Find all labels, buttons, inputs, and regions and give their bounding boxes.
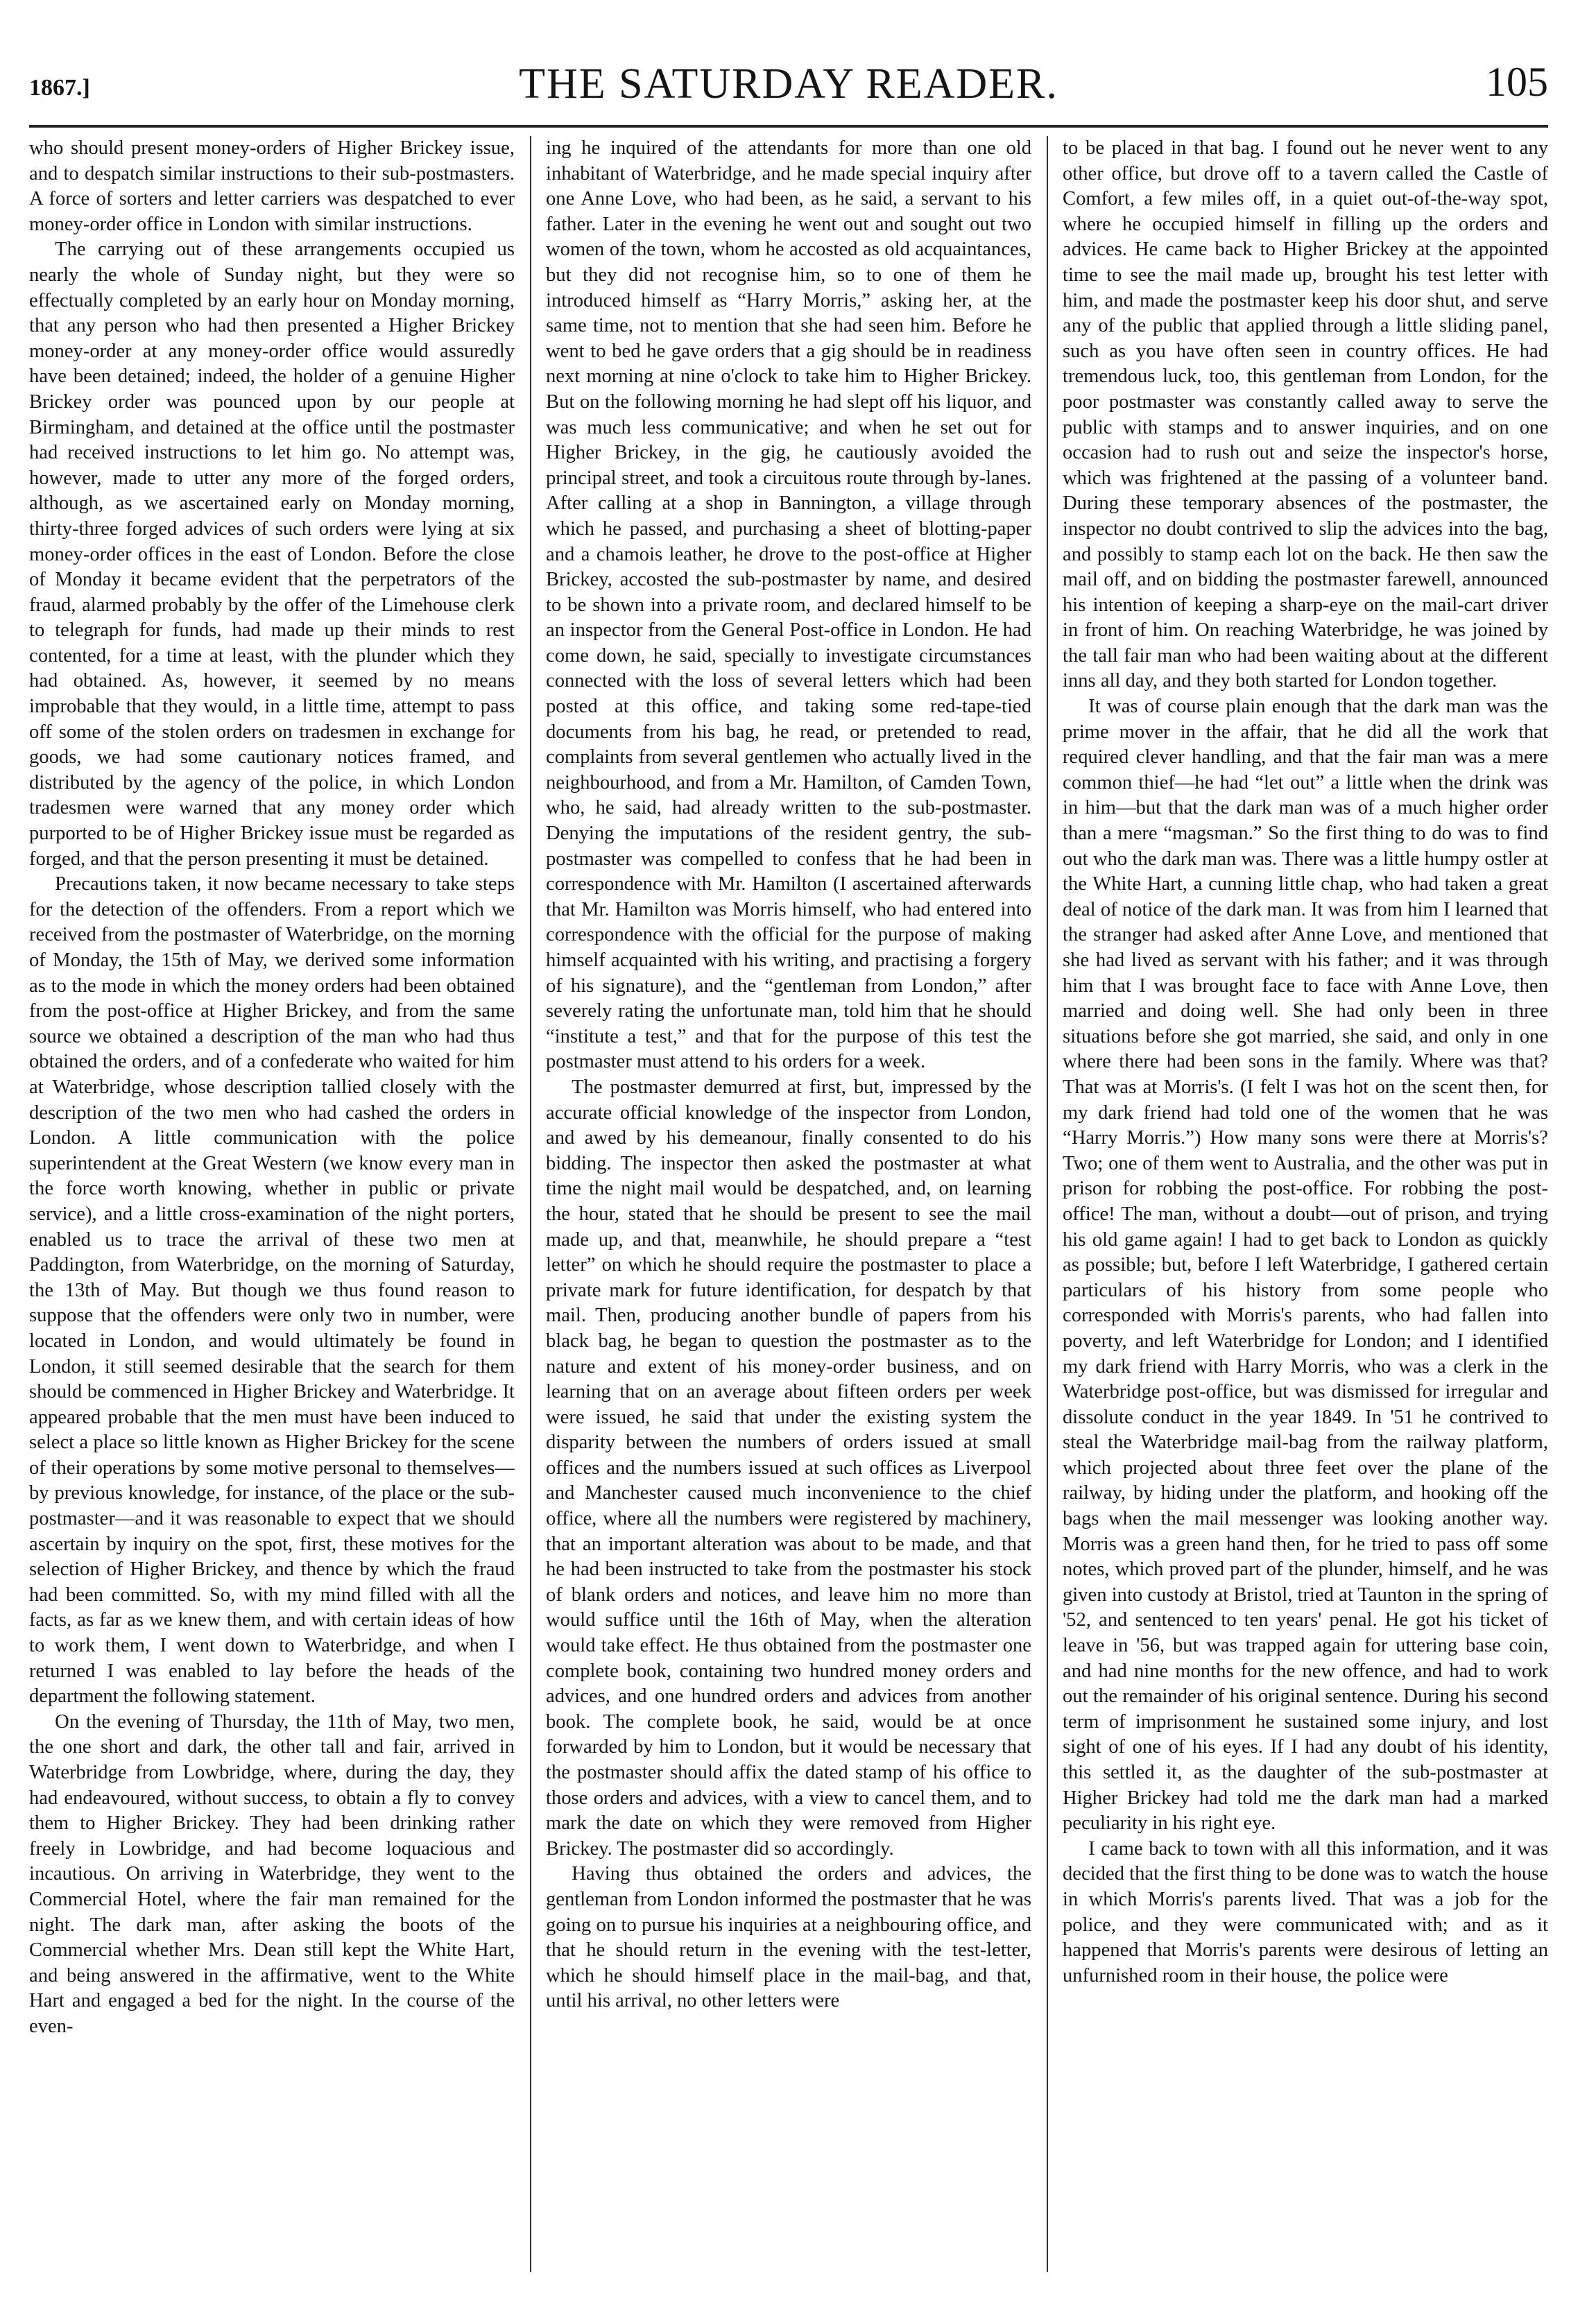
paragraph: I came back to town with all this information, and it was decided that the first thing to be done was to watch the house in which Morris's parents lived. That was a job for the police, and they were communicated with; and as it happened that Morris's parents were desirous of letting an unfurnished room in their house, the police were — [1063, 1837, 1548, 1986]
column-3 — [1063, 136, 1548, 2279]
column-divider — [530, 136, 531, 2272]
paragraph: to be placed in that bag. I found out he never went to any other office, but drove off to a tavern called the Castle of Comfort, a few miles off, in a quiet out-of-the-way spot, where he occupied himself in filling up the orders and advices. He came back to Higher Brickey at the appointed time to see the mail made up, brought his test letter with him, and made the postmaster keep his door shut, and serve any of the public that applied through a little sliding panel, such as you have often seen in country offices. He had tremendous luck, too, this gentleman from London, for the poor postmaster was constantly called away to serve the public with stamps and to answer inquiries, and on one occasion had to rush out and seize the inspector's horse, which was frightened at the passing of a volunteer band. During these temporary absences of the postmaster, the inspector no doubt contrived to slip the advices into the bag, and possibly to stamp each lot on the back. He then saw the mail off, and on bidding the postmaster farewell, announced his intention of keeping a sharp-eye on the mail-cart driver in front of him. On reaching Waterbridge, he was joined by the tall fair man who had been waiting about at the different inns all day, and they both started for London together. — [1063, 137, 1548, 692]
column-2 — [546, 136, 1031, 2279]
masthead — [29, 55, 1548, 122]
paragraph: The carrying out of these arrangements occupied us nearly the whole of Sunday night, but they were so effectually completed by an early hour on Monday morning, that any person who had then presented a Higher Brickey money-order at any money-order office would assuredly have been detained; indeed, the holder of a genuine Higher Brickey order was pounced upon by our people at Birmingham, and detained at the office until the postmaster had received instructions to let him go. No attempt was, however, made to utter any more of the forged orders, although, as we ascertained early on Monday morning, thirty-three forged advices of such orders were lying at six money-order offices in the east of London. Before the close of Monday it became evident that the perpetrators of the fraud, alarmed probably by the offer of the Limehouse clerk to telegraph for funds, had made up their minds to rest contented, for a time at least, with the plunder which they had obtained. As, however, it seemed by no means improbable that they would, in a little time, attempt to pass off some of the stolen orders on tradesmen in exchange for goods, we had some cautionary notices framed, and distributed by the agency of the police, in which London tradesmen were warned that any money order which purported to be of Higher Brickey issue must be regarded as forged, and that the person presenting it must be detained. — [29, 239, 515, 870]
paragraph: On the evening of Thursday, the 11th of May, two men, the one short and dark, the other tall and fair, arrived in Waterbridge from Lowbridge, where, during the day, they had endeavoured, without success, to obtain a fly to convey them to Higher Brickey. They had been drinking rather freely in Lowbridge, and had become loquacious and incautious. On arriving in Waterbridge, they went to the Commercial Hotel, where the fair man remained for the night. The dark man, after asking the boots of the Commercial whether Mrs. Dean still kept the White Hart, and being answered in the affirmative, went to the White Hart and engaged a bed for the night. In the course of the even- — [29, 1710, 515, 2037]
paragraph: Having thus obtained the orders and advices, the gentleman from London informed the postmaster that he was going on to pursue his inquiries at a neighbouring office, and that he should return in the evening with the test-letter, which he should himself place in the mail-bag, and that, until his arrival, no other letters were — [546, 1863, 1031, 2012]
page-number: 105 — [1486, 59, 1548, 105]
header-rule — [29, 125, 1548, 128]
column-divider — [1047, 136, 1048, 2272]
column-1 — [29, 136, 515, 2279]
publication-title: THE SATURDAY READER. — [519, 60, 1058, 108]
paragraph: ing he inquired of the attendants for more than one old inhabitant of Waterbridge, and he made special inquiry after one Anne Love, who had been, as he said, a servant to his father. Later in the evening he went out and sought out two women of the town, whom he accosted as old acquaintances, but they did not recognise him, so to one of them he introduced himself as “Harry Morris,” asking her, at the same time, not to mention that she had seen him. Before he went to bed he gave orders that a gig should be in readiness next morning at nine o'clock to take him to Higher Brickey. But on the following morning he had slept off his liquor, and was much less communicative; and when he set out for Higher Brickey, in the gig, he cautiously avoided the principal street, and took a circuitous route through by-lanes. After calling at a shop in Bannington, a village through which he passed, and purchasing a sheet of blotting-paper and a chamois leather, he drove to the post-office at Higher Brickey, accosted the sub-postmaster by name, and desired to be shown into a private room, and declared himself to be an inspector from the General Post-office in London. He had come down, he said, specially to investigate circumstances connected with the loss of several letters which had been posted at this office, and taking some red-tape-tied documents from his bag, he read, or pretended to read, complaints from several gentlemen who actually lived in the neighbourhood, and from a Mr. Hamilton, of Camden Town, who, he said, had already written to the sub-postmaster. Denying the imputations of the resident gentry, the sub-postmaster was compelled to confess that he had been in correspondence with Mr. Hamilton (I ascertained afterwards that Mr. Hamilton was Morris himself, who had entered into correspondence with the official for the purpose of making himself acquainted with his writing, and practising a forgery of his signature), and the “gentleman from London,” after severely rating the unfortunate man, told him that he should “institute a test,” and that for the purpose of this test the postmaster must attend to his orders for a week. — [546, 137, 1031, 1073]
paragraph: It was of course plain enough that the dark man was the prime mover in the affair, that he did all the work that required clever handling, and that the fair man was a mere common thief—he had “let out” a little when the drink was in him—but that the dark man was of a much higher order than a mere “magsman.” So the first thing to do was to find out who the dark man was. There was a little humpy ostler at the White Hart, a cunning little chap, who had taken a great deal of notice of the dark man. It was from him I learned that the stranger had asked after Anne Love, and mentioned that she had lived as servant with his father; and it was through him that I was brought face to face with Anne Love, then married and doing well. She had only been in three situations before she got married, she said, and only in one where there had been sons in the family. Where was that? That was at Morris's. (I felt I was hot on the scent then, for my dark friend had told one of the women that he was “Harry Morris.”) How many sons were there at Morris's? Two; one of them went to Australia, and the other was put in prison for robbing the post-office. For robbing the post-office! The man, without a doubt—out of prison, and trying his old game again! I had to get back to London as quickly as possible; but, before I left Waterbridge, I gathered certain particulars of his history from some people who corresponded with Morris's parents, who had fallen into poverty, and left Waterbridge for London; and I identified my dark friend with Harry Morris, who was a clerk in the Waterbridge post-office, but was dismissed for irregular and dissolute conduct in the year 1849. In '51 he contrived to steal the Waterbridge mail-bag from the railway platform, which projected about three feet over the plane of the railway, by hiding under the platform, and hooking off the bags when the mail messenger was looking another way. Morris was a green hand then, for he tried to pass off some notes, which proved part of the plunder, himself, and he was given into custody at Bristol, tried at Taunton in the spring of '52, and sentenced to ten years' penal. He got his ticket of leave in '56, but was trapped again for uttering base coin, and had nine months for the new offence, and had to work out the remainder of his original sentence. During his second term of imprisonment he sustained some injury, and lost sight of one of his eyes. If I had any doubt of his identity, this settled it, as the daughter of the sub-postmaster at Higher Brickey had told me the dark man had a marked peculiarity in his right eye. — [1063, 696, 1548, 1835]
issue-year: 1867.] — [29, 75, 90, 101]
paragraph: The postmaster demurred at first, but, impressed by the accurate official knowledge of the inspector from London, and awed by his demeanour, finally consented to do his bidding. The inspector then asked the postmaster at what time the night mail would be despatched, and, on learning the hour, stated that he should be present to see the mail made up, and that, meanwhile, he should prepare a “test letter” on which he should require the postmaster to place a private mark for future identification, for despatch by that mail. Then, producing another bundle of papers from his black bag, he began to question the postmaster as to the nature and extent of his money-order business, and on learning that on an average about fifteen orders per week were issued, he said that under the existing system the disparity between the numbers of orders issued at small offices and the numbers issued at such offices as Liverpool and Manchester caused much inconvenience to the chief office, where all the numbers were registered by machinery, that an important alteration was about to be made, and that he had been instructed to take from the postmaster his stock of blank orders and notices, and leave him no more than would suffice until the 16th of May, when the alteration would take effect. He thus obtained from the postmaster one complete book, containing two hundred money orders and advices, and one hundred orders and advices from another book. The complete book, he said, would be at once forwarded by him to London, but it would be necessary that the postmaster should affix the dated stamp of his office to those orders and advices, with a view to cancel them, and to mark the date on which they were removed from Higher Brickey. The postmaster did so accordingly. — [546, 1076, 1031, 1860]
paragraph: who should present money-orders of Higher Brickey issue, and to despatch similar instructions to their sub-postmasters. A force of sorters and letter carriers was despatched to ever money-order office in London with similar instructions. — [29, 137, 515, 235]
paragraph: Precautions taken, it now became necessary to take steps for the detection of the offenders. From a report which we received from the postmaster of Waterbridge, on the morning of Monday, the 15th of May, we derived some information as to the mode in which the money orders had been obtained from the post-office at Higher Brickey, and from the same source we obtained a description of the man who had thus obtained the orders, and of a confederate who waited for him at Waterbridge, whose description tallied closely with the description of the two men who had cashed the orders in London. A little communication with the police superintendent at the Great Western (we know every man in the force worth knowing, whether in public or private service), and a little cross-examination of the night porters, enabled us to trace the arrival of these two men at Paddington, from Waterbridge, on the morning of Saturday, the 13th of May. But though we thus found reason to suppose that the offenders were only two in number, were located in London, and would ultimately be found in London, it still seemed desirable that the search for them should be commenced in Higher Brickey and Waterbridge. It appeared probable that the men must have been induced to select a place so little known as Higher Brickey for the scene of their operations by some motive personal to themselves—by previous knowledge, for instance, of the place or the sub-postmaster—and it was reasonable to expect that we should ascertain by inquiry on the spot, first, these motives for the selection of Higher Brickey, and thence by which the fraud had been committed. So, with my mind filled with all the facts, as far as we knew them, and with certain ideas of how to work them, I went down to Waterbridge, and when I returned I was enabled to lay before the heads of the department the following statement. — [29, 873, 515, 1708]
